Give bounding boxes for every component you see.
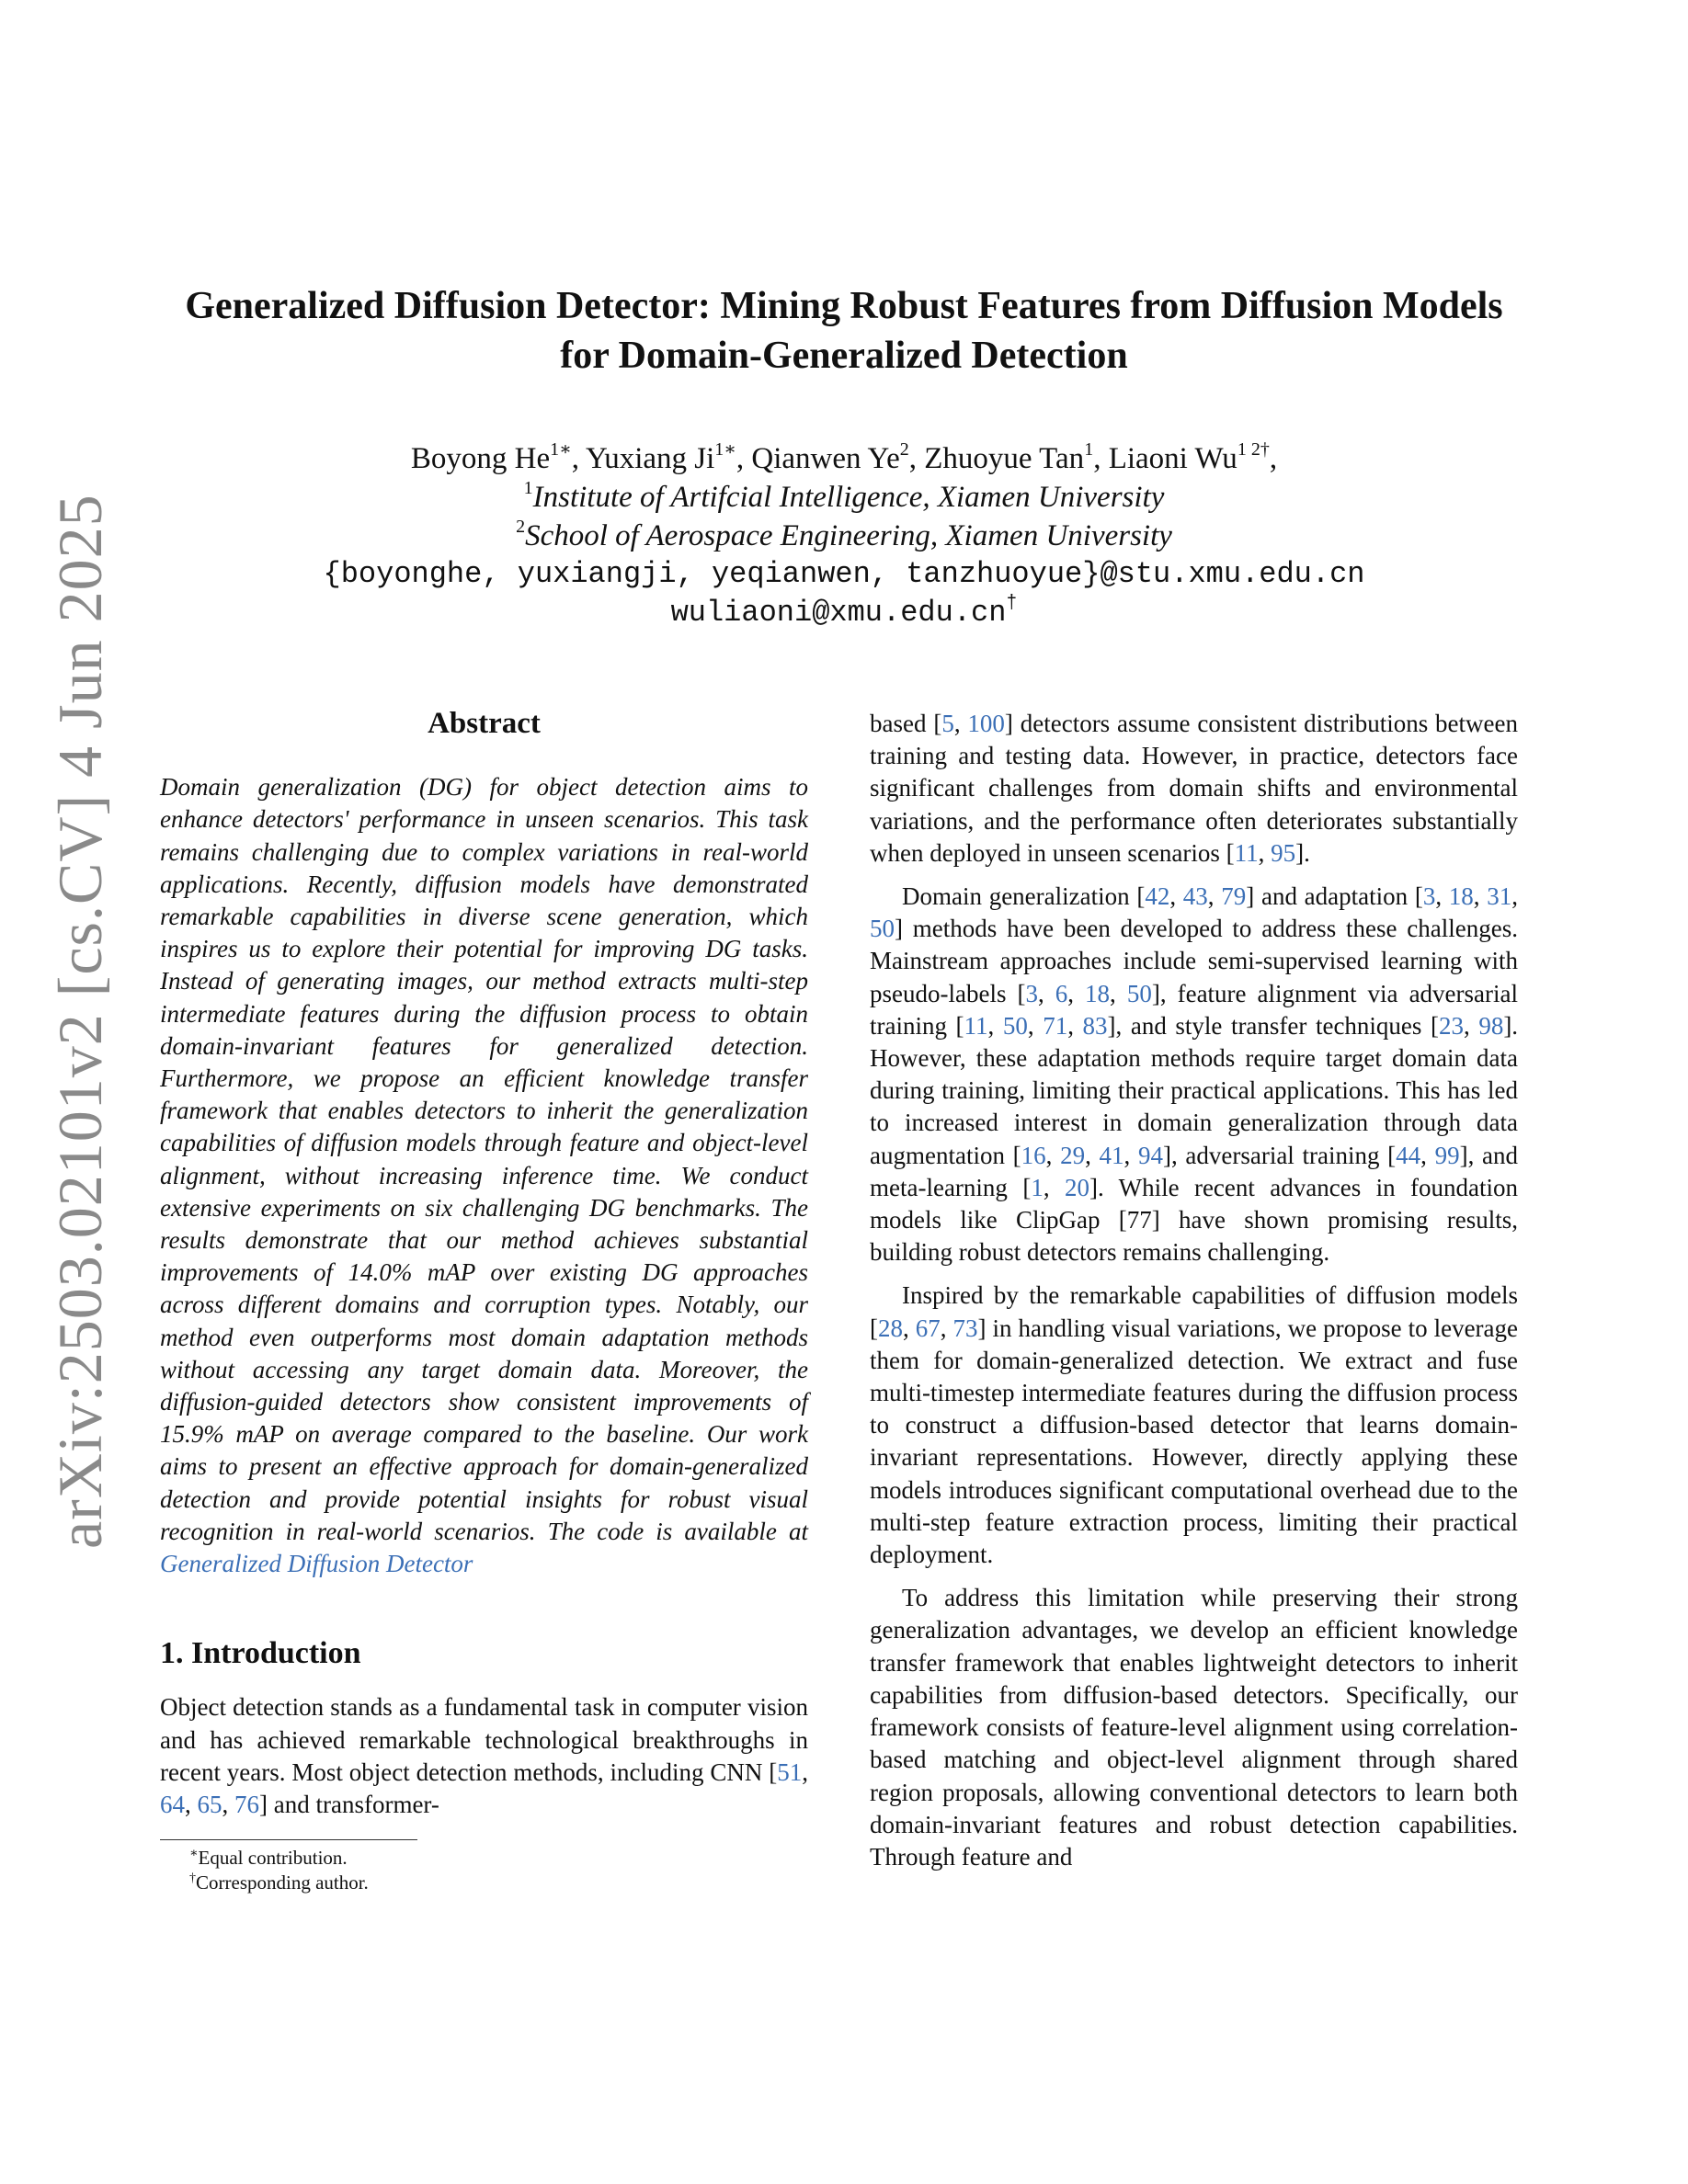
citation-link[interactable]: 6	[1055, 979, 1068, 1007]
citation-link[interactable]: 31	[1487, 882, 1512, 911]
author-list: Boyong $He^{1∗}$, Yuxiang $Ji^{1∗}$, Qianwen Ye$^2$, Zhuoyue Tan$^1$, Liaoni $Wu^{1 2\dagger}$,	[410, 439, 1278, 475]
footnote-mark: †	[189, 1871, 196, 1886]
citation-link[interactable]: 100	[967, 710, 1005, 737]
citation-link[interactable]: 11	[1234, 838, 1259, 867]
email-mark: †	[1006, 593, 1018, 614]
citation-link[interactable]: 79	[1221, 882, 1247, 911]
footnote-rule	[160, 1839, 417, 1840]
body-paragraph: based [5, 100] detectors assume consistent distributions between training and testing data. However, in practice, detectors face significant challenges from domain shifts and environmental variations, and the performance often deteriorates substantially when deployed in unseen scenarios [11, 95].	[870, 710, 1518, 867]
author-name: Qianwen Ye	[751, 442, 900, 475]
abstract-heading: Abstract	[428, 707, 541, 740]
citation-link[interactable]: 50	[1126, 979, 1152, 1007]
citation-link[interactable]: 51	[777, 1757, 803, 1786]
author-block	[138, 439, 1550, 632]
author-name: Boyong He	[410, 442, 551, 475]
author-mark: 1 2†	[1237, 439, 1270, 460]
footnote-2	[160, 1871, 808, 1895]
citation-link[interactable]: 3	[1422, 882, 1436, 911]
citation-link[interactable]: 42	[1145, 882, 1170, 911]
citation-link[interactable]: 29	[1060, 1141, 1086, 1169]
author-mark: 1	[1084, 439, 1094, 460]
left-column	[160, 708, 808, 1895]
citation-link[interactable]: 20	[1064, 1173, 1089, 1201]
citation-link[interactable]: 3	[1025, 979, 1038, 1007]
citation-link[interactable]: 28	[878, 1314, 903, 1342]
author-mark: 1∗	[550, 439, 572, 460]
body-paragraph: Domain generalization [42, 43, 79] and adaptation [3, 18, 31, 50] methods have been developed to address these challenges. Mainstream approaches include semi-supervised learning with pseudo-labels [3, 6, 18, 50], feature alignment via adversarial training [11, 50, 71, 83], and style transfer techniques [23, 98]. However, these adaptation methods require target domain data during training, limiting their practical applications. This has led to increased interest in domain generalization through data augmentation [16, 29, 41, 94], adversarial training [44, 99], and meta-learning [1, 20]. While recent advances in foundation models like ClipGap [77] have shown promising results, building robust detectors remains challenging.	[870, 882, 1519, 1267]
citation-link[interactable]: 50	[1002, 1011, 1028, 1040]
right-column	[870, 708, 1518, 1884]
citation-link[interactable]: 1	[1031, 1173, 1044, 1201]
email-line-2	[138, 594, 1550, 632]
footnote-text: Equal contribution.	[198, 1847, 348, 1870]
affiliation-2	[138, 517, 1550, 555]
intro-paragraph: Object detection stands as a fundamental task in computer vision and has achieved remarkable technological breakthroughs in recent years. Most object detection methods, including CNN [51, 64, 65, 76] and transformer-	[160, 1693, 808, 1819]
citation-link[interactable]: 16	[1021, 1141, 1046, 1169]
citation-link[interactable]: 18	[1448, 882, 1474, 911]
author-name: Yuxiang Ji	[586, 442, 715, 475]
citation-link[interactable]: 95	[1271, 838, 1296, 867]
footnote-text: Corresponding author.	[196, 1871, 369, 1894]
paper-title	[138, 281, 1550, 381]
section-heading-introduction: 1. Introduction	[160, 1636, 361, 1671]
abstract-body: Domain generalization (DG) for object detection aims to enhance detectors' performance in unseen scenarios. This task remains challenging due to complex variations in real-world applications. Recently, diffusion models have demonstrated remarkable capabilities in diverse scene generation, which inspires us to explore their potential for improving DG tasks. Instead of generating images, our method extracts multi-step intermediate features during the diffusion process to obtain domain-invariant features for generalized detection. Furthermore, we propose an efficient knowledge transfer framework that enables detectors to inherit the generalization capabilities of diffusion models through feature and object-level alignment, without increasing inference time. We conduct extensive experiments on six challenging DG benchmarks. The results demonstrate that our method achieves substantial improvements of 14.0% mAP over existing DG approaches across different domains and corruption types. Notably, our method even outperforms most domain adaptation methods without accessing any target domain data. Moreover, the diffusion-guided detectors show consistent improvements of 15.9% mAP on average compared to the baseline. Our work aims to present an effective approach for domain-generalized detection and provide potential insights for robust visual recognition in real-world scenarios. The code is available at	[160, 773, 808, 1545]
affiliation-mark: 1	[523, 478, 533, 498]
citation-link[interactable]: 94	[1137, 1141, 1163, 1169]
title-line-2: for Domain-Generalized Detection	[560, 335, 1128, 377]
citation-link[interactable]: 71	[1043, 1011, 1068, 1040]
affiliation-text: Institute of Artifcial Intelligence, Xiamen University	[532, 481, 1165, 514]
affiliation-text: School of Aerospace Engineering, Xiamen University	[525, 519, 1172, 552]
citation-link[interactable]: 18	[1085, 979, 1111, 1007]
author-mark: 2	[899, 439, 909, 460]
citation-link[interactable]: 50	[870, 915, 895, 943]
email-line-1: {boyonghe, yuxiangji, yeqianwen, tanzhuoyue}@stu.xmu.edu.cn	[323, 557, 1365, 591]
author-mark: 1∗	[714, 439, 736, 460]
citation-link[interactable]: 65	[197, 1791, 222, 1819]
footnote-mark: ∗	[189, 1847, 199, 1861]
citation-link[interactable]: 99	[1434, 1141, 1460, 1169]
citation-link[interactable]: 41	[1099, 1141, 1124, 1169]
citation-link[interactable]: 83	[1082, 1011, 1108, 1040]
body-paragraph: To address this limitation while preserving their strong generalization advantages, we develop an efficient knowledge transfer framework that enables lightweight detectors to inherit capabilities from diffusion-based detectors. Specifically, our framework consists of feature-level alignment using correlation-based matching and object-level alignment through shared region proposals, allowing conventional detectors to learn both domain-invariant features and robust detection capabilities. Through feature and	[870, 1584, 1518, 1871]
author-name: Liaoni Wu	[1108, 442, 1237, 475]
affiliation-1	[138, 478, 1550, 517]
code-link[interactable]: Generalized Diffusion Detector	[160, 1550, 473, 1578]
citation-link[interactable]: 11	[964, 1011, 988, 1040]
author-name: Zhuoyue Tan	[924, 442, 1085, 475]
citation-link[interactable]: 64	[160, 1791, 185, 1819]
footnote-1	[160, 1846, 808, 1871]
body-paragraph: Inspired by the remarkable capabilities of diffusion models [28, 67, 73] in handling visual variations, we propose to leverage them for domain-generalized detection. We extract and fuse multi-timestep intermediate features during the diffusion process to construct a diffusion-based detector that learns domain-invariant representations. However, directly applying these models introduces significant computational overhead due to the multi-step feature extraction process, limiting their practical deployment.	[870, 1281, 1519, 1569]
affiliation-mark: 2	[516, 517, 526, 537]
citation-link[interactable]: 67	[915, 1314, 941, 1342]
email-corresponding: wuliaoni@xmu.edu.cn	[670, 596, 1007, 630]
abstract-text	[160, 771, 808, 1580]
citation-link[interactable]: 73	[952, 1314, 978, 1342]
citation-link[interactable]: 44	[1396, 1141, 1421, 1169]
citation-link[interactable]: 76	[234, 1791, 259, 1819]
arxiv-side-label: arXiv:2503.02101v2 [cs.CV] 4 Jun 2025	[45, 494, 115, 1549]
title-line-1: Generalized Diffusion Detector: Mining Robust Features from Diffusion Models	[185, 285, 1503, 327]
citation-link[interactable]: 98	[1478, 1011, 1504, 1040]
citation-link[interactable]: 43	[1182, 882, 1208, 911]
citation-link[interactable]: 5	[941, 710, 954, 737]
citation-link[interactable]: 23	[1438, 1011, 1464, 1040]
